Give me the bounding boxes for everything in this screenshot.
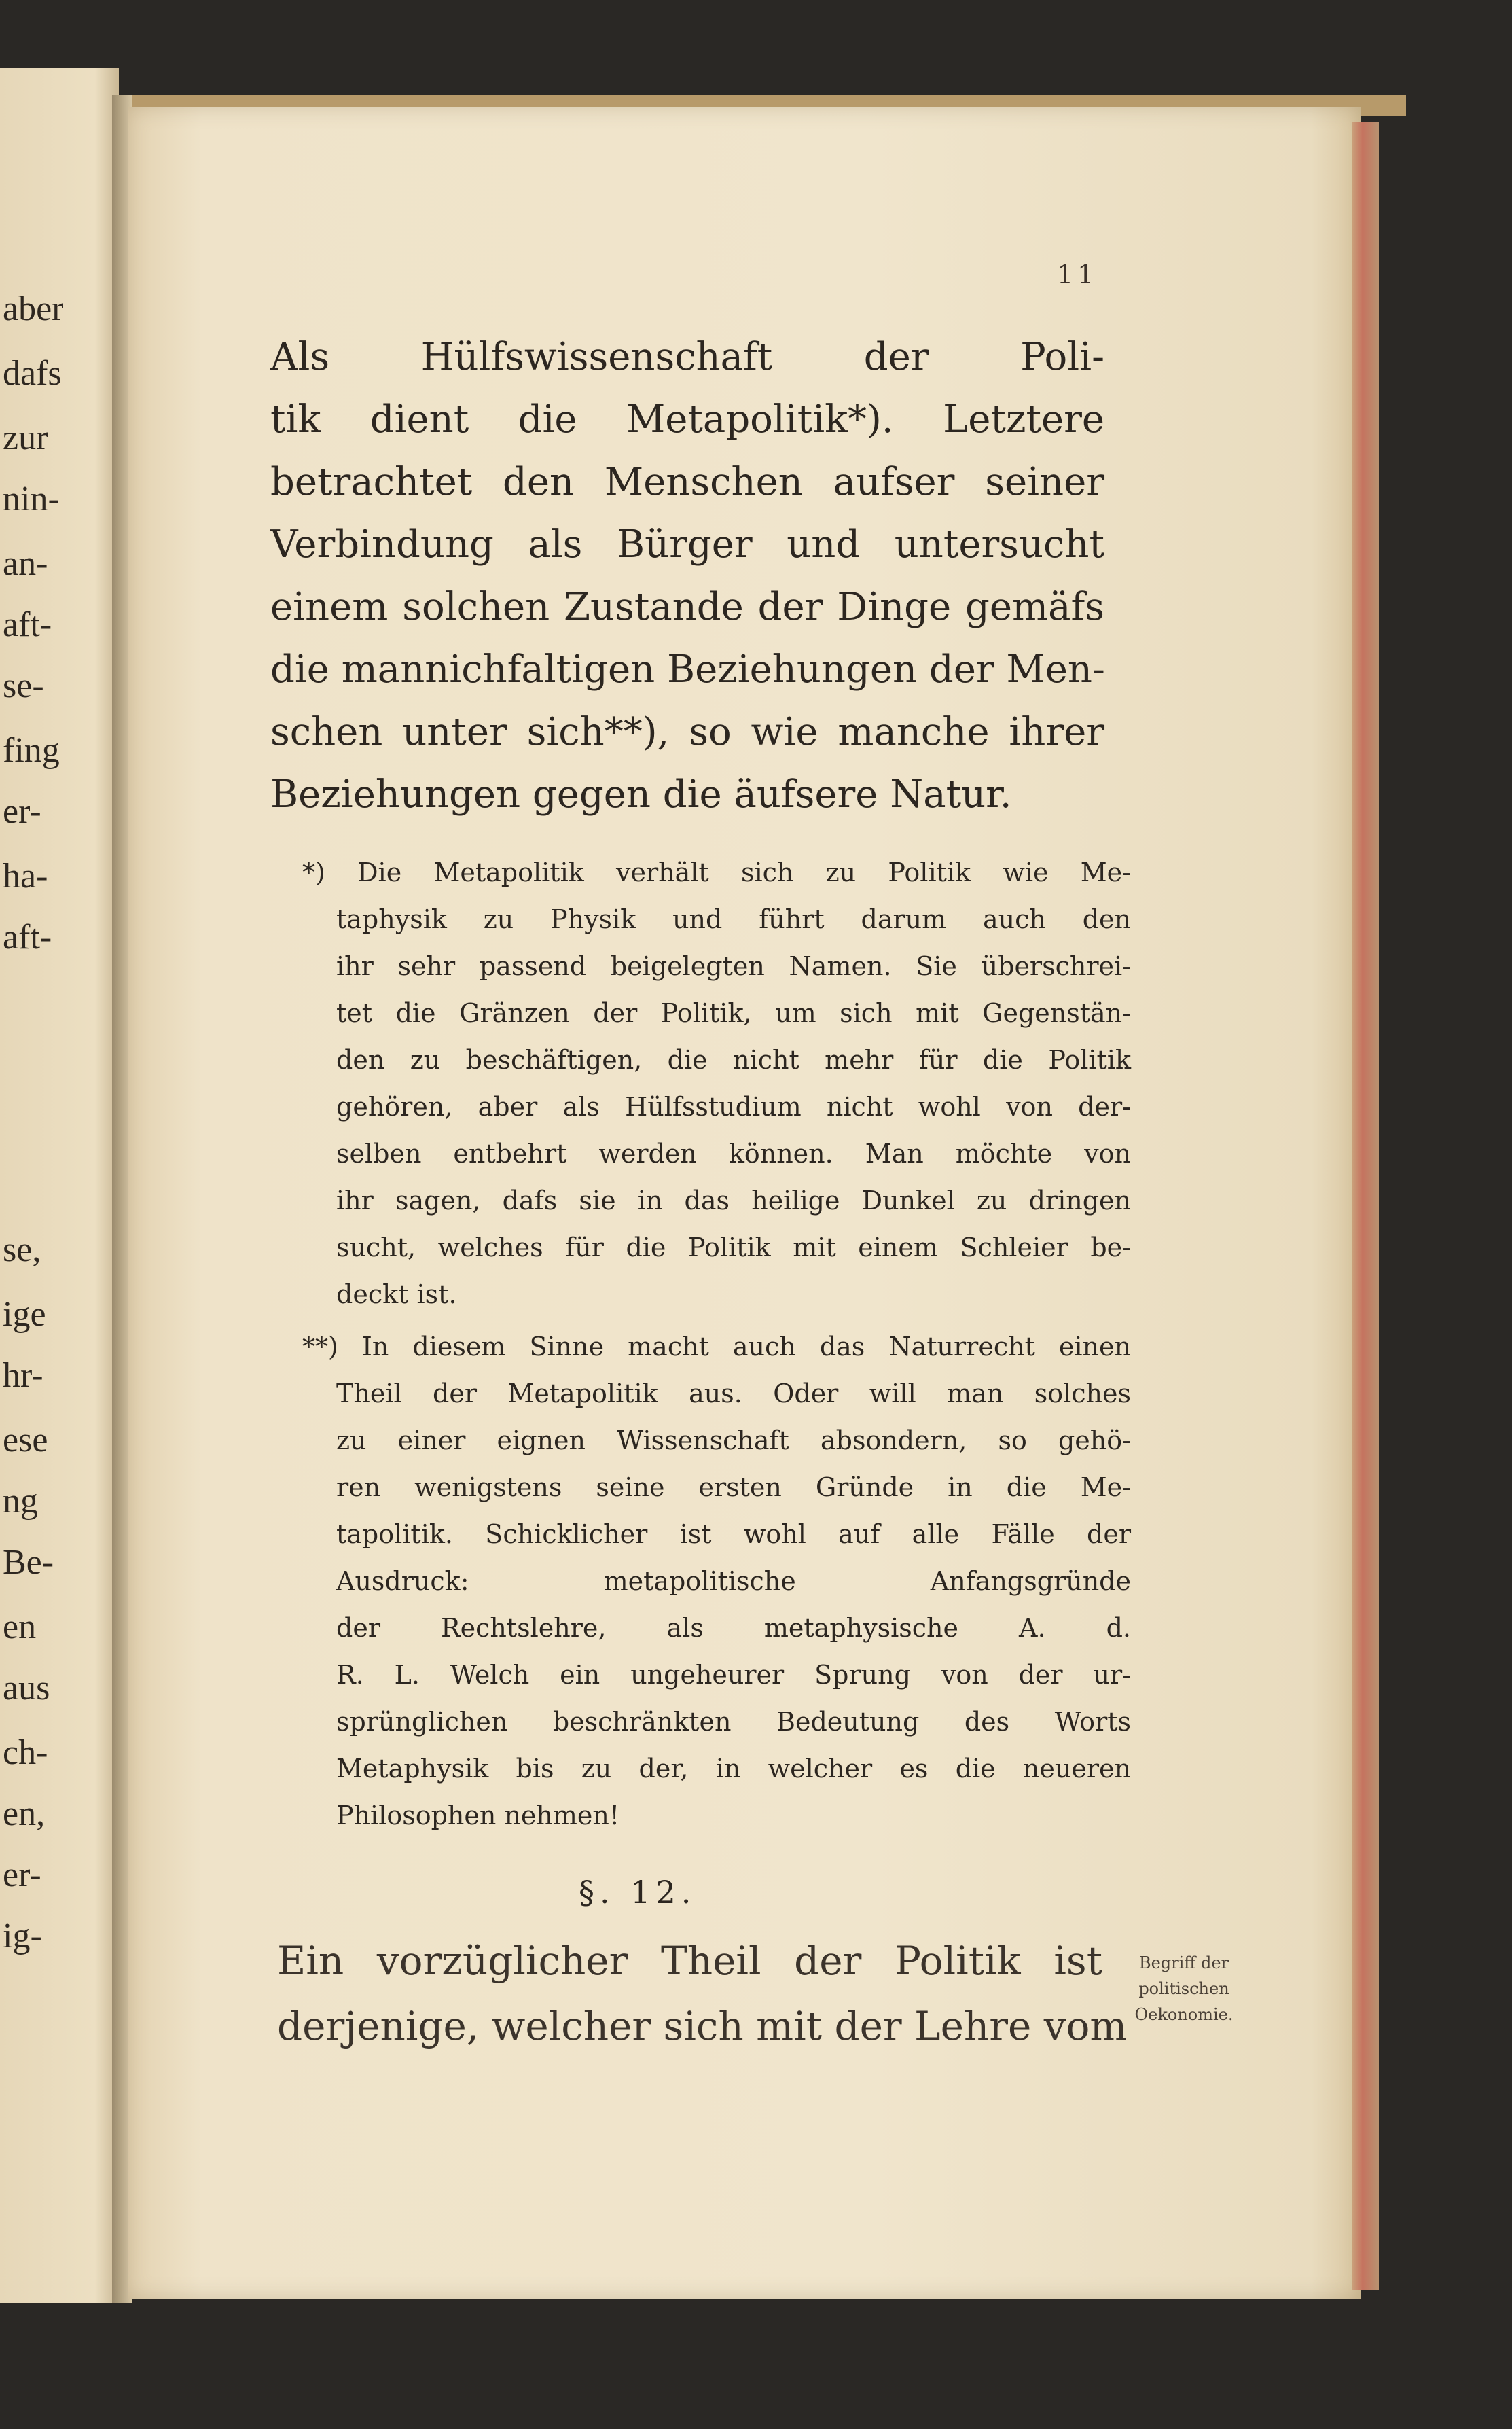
text-line: tik dient die Metapolitik*). Letztere: [270, 397, 1104, 442]
previous-page-fragment: hr-: [3, 1356, 43, 1395]
footnote-line: Metaphysik bis zu der, in welcher es die neueren: [336, 1754, 1131, 1784]
previous-page-fragment: ig-: [3, 1917, 42, 1955]
footnote-line: gehören, aber als Hülfsstudium nicht wohl von der-: [336, 1092, 1131, 1122]
text-line: die mannichfaltigen Beziehungen der Men-: [270, 648, 1105, 692]
footnote-line: Ausdruck: metapolitische Anfangsgründe: [336, 1566, 1131, 1596]
section-paragraph: [277, 1928, 1128, 2059]
text-line: Beziehungen gegen die äufsere Natur.: [270, 773, 1012, 817]
footnote-line: *) Die Metapolitik verhält sich zu Politik wie Me-: [302, 857, 1131, 887]
previous-page-fragment: ha-: [3, 857, 48, 896]
previous-page: [0, 68, 119, 2303]
previous-page-fragment: aber: [3, 289, 64, 328]
margin-note-line: politischen: [1138, 1979, 1229, 1998]
previous-page-fragment: ch-: [3, 1733, 48, 1772]
footnote-line: ihr sagen, dafs sie in das heilige Dunkel zu dringen: [336, 1186, 1131, 1216]
footnote-line: sprünglichen beschränkten Bedeutung des Worts: [336, 1707, 1131, 1737]
text-line: Als Hülfswissenschaft der Poli-: [270, 335, 1104, 379]
main-paragraph: [270, 326, 1104, 826]
footnote-line: tapolitik. Schicklicher ist wohl auf alle Fälle der: [336, 1519, 1131, 1549]
footnote-line: zu einer eignen Wissenschaft absondern, so gehö-: [336, 1425, 1131, 1455]
footnote-line: den zu beschäftigen, die nicht mehr für die Politik: [336, 1045, 1131, 1075]
previous-page-fragment: dafs: [3, 354, 62, 393]
previous-page-fragment: se,: [3, 1230, 41, 1269]
section-heading: §. 12.: [579, 1874, 697, 1911]
previous-page-fragment: en: [3, 1608, 37, 1646]
margin-note-line: Begriff der: [1138, 1953, 1229, 1972]
previous-page-fragment: en,: [3, 1794, 46, 1833]
footnote-line: sucht, welches für die Politik mit einem Schleier be-: [336, 1233, 1131, 1262]
footnote-line: tet die Gränzen der Politik, um sich mit Gegenstän-: [336, 998, 1131, 1028]
previous-page-fragment: ese: [3, 1421, 48, 1459]
page-number: 11: [1057, 260, 1098, 289]
footnote-line: ren wenigstens seine ersten Gründe in die Me-: [336, 1472, 1131, 1502]
margin-note: [1113, 1950, 1255, 2027]
footnote-line: R. L. Welch ein ungeheurer Sprung von der ur-: [336, 1660, 1131, 1690]
previous-page-fragment: aus: [3, 1669, 50, 1707]
previous-page-fragment: aft-: [3, 918, 52, 957]
footnote-1: [302, 849, 1131, 1318]
footnote-line: Philosophen nehmen!: [336, 1801, 620, 1830]
footnote-line: selben entbehrt werden können. Man möchte von: [336, 1139, 1131, 1169]
text-line: betrachtet den Menschen aufser seiner: [270, 460, 1104, 504]
footnote-line: deckt ist.: [336, 1279, 457, 1309]
text-line: einem solchen Zustande der Dinge gemäfs: [270, 585, 1104, 629]
previous-page-fragment: nin-: [3, 480, 60, 518]
footnote-line: ihr sehr passend beigelegten Namen. Sie überschrei-: [336, 951, 1131, 981]
previous-page-fragment: ige: [3, 1295, 46, 1334]
previous-page-fragment: se-: [3, 667, 44, 705]
text-line: Ein vorzüglicher Theil der Politik ist: [277, 1938, 1102, 1984]
page-edge: [1352, 122, 1379, 2290]
text-line: derjenige, welcher sich mit der Lehre vom: [277, 2003, 1128, 2049]
previous-page-fragment: er-: [3, 1856, 41, 1894]
margin-note-line: Oekonomie.: [1134, 2005, 1234, 2024]
footnote-line: Theil der Metapolitik aus. Oder will man solches: [336, 1379, 1131, 1408]
text-line: schen unter sich**), so wie manche ihrer: [270, 710, 1104, 754]
previous-page-fragment: zur: [3, 419, 48, 457]
previous-page-fragment: aft-: [3, 605, 52, 644]
previous-page-fragment: an-: [3, 544, 48, 583]
footnote-line: **) In diesem Sinne macht auch das Naturrecht einen: [302, 1332, 1131, 1362]
footnote-line: der Rechtslehre, als metaphysische A. d.: [336, 1613, 1131, 1643]
previous-page-fragment: ng: [3, 1482, 38, 1521]
previous-page-fragment: fing: [3, 731, 60, 770]
text-line: Verbindung als Bürger und untersucht: [270, 522, 1104, 567]
footnote-2: [302, 1324, 1131, 1839]
previous-page-fragment: Be-: [3, 1543, 54, 1582]
footnote-line: taphysik zu Physik und führt darum auch den: [336, 904, 1131, 934]
previous-page-fragment: er-: [3, 792, 41, 831]
